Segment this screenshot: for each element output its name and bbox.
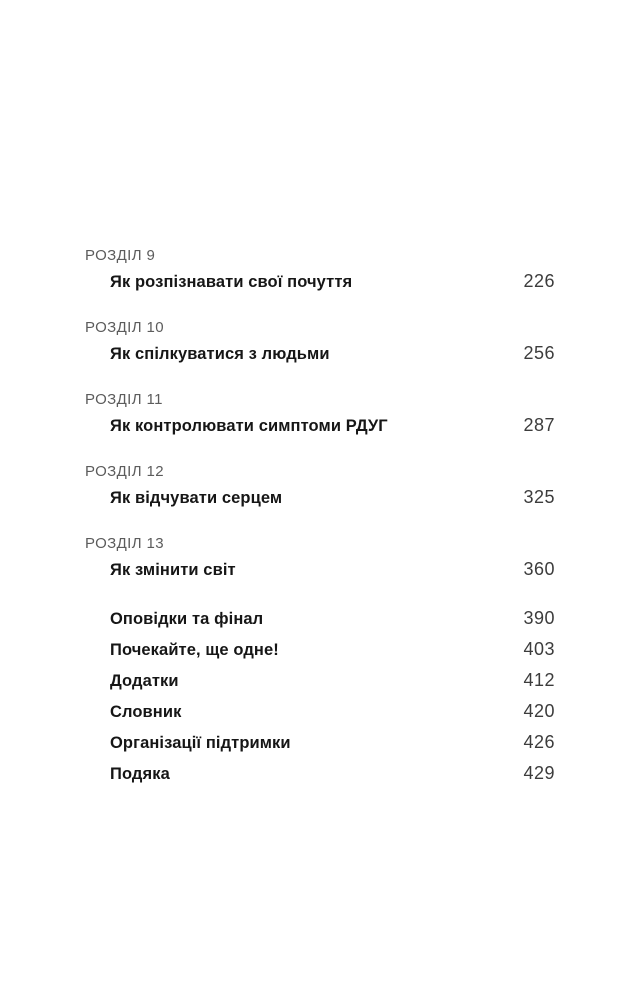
toc-chapter-entry (85, 246, 555, 292)
chapter-number-label: РОЗДІЛ 10 (85, 319, 165, 336)
toc-entry-row (85, 733, 555, 753)
chapter-title: Як контролювати симптоми РДУГ (110, 417, 388, 435)
chapter-page-number: 360 (523, 559, 555, 579)
toc-entry-row (85, 764, 555, 784)
toc-chapter-entry (85, 390, 555, 436)
chapter-number-label: РОЗДІЛ 12 (85, 463, 165, 480)
chapter-title: Як відчувати серцем (110, 489, 283, 507)
toc-entry-row (85, 416, 555, 436)
chapter-title: Як розпізнавати свої почуття (110, 273, 353, 291)
chapter-title: Як спілкуватися з людьми (110, 345, 330, 363)
back-matter-title: Організації підтримки (110, 734, 291, 752)
back-matter-title: Словник (110, 703, 182, 721)
chapter-number-label: РОЗДІЛ 11 (85, 391, 163, 408)
table-of-contents (85, 246, 555, 795)
toc-entry-row (85, 488, 555, 508)
chapter-page-number: 256 (523, 343, 555, 363)
back-matter-page-number: 412 (523, 670, 555, 690)
toc-entry-row (85, 344, 555, 364)
toc-entry-row (85, 609, 555, 629)
chapter-page-number: 325 (523, 487, 555, 507)
back-matter-page-number: 390 (523, 608, 555, 628)
toc-entry-row (85, 272, 555, 292)
back-matter-page-number: 420 (523, 701, 555, 721)
toc-entry-row (85, 560, 555, 580)
toc-back-matter-section (85, 609, 555, 784)
chapter-number-label: РОЗДІЛ 9 (85, 247, 156, 264)
chapter-number-label: РОЗДІЛ 13 (85, 535, 165, 552)
back-matter-title: Почекайте, ще одне! (110, 641, 279, 659)
toc-chapter-entry (85, 318, 555, 364)
toc-entry-row (85, 671, 555, 691)
back-matter-page-number: 403 (523, 639, 555, 659)
back-matter-title: Подяка (110, 765, 170, 783)
back-matter-title: Додатки (110, 672, 179, 690)
chapter-title: Як змінити світ (110, 561, 236, 579)
back-matter-page-number: 426 (523, 732, 555, 752)
toc-entry-row (85, 640, 555, 660)
chapter-page-number: 287 (523, 415, 555, 435)
chapter-page-number: 226 (523, 271, 555, 291)
back-matter-title: Оповідки та фінал (110, 610, 264, 628)
toc-chapter-entry (85, 462, 555, 508)
toc-chapter-entry (85, 534, 555, 580)
toc-entry-row (85, 702, 555, 722)
back-matter-page-number: 429 (523, 763, 555, 783)
